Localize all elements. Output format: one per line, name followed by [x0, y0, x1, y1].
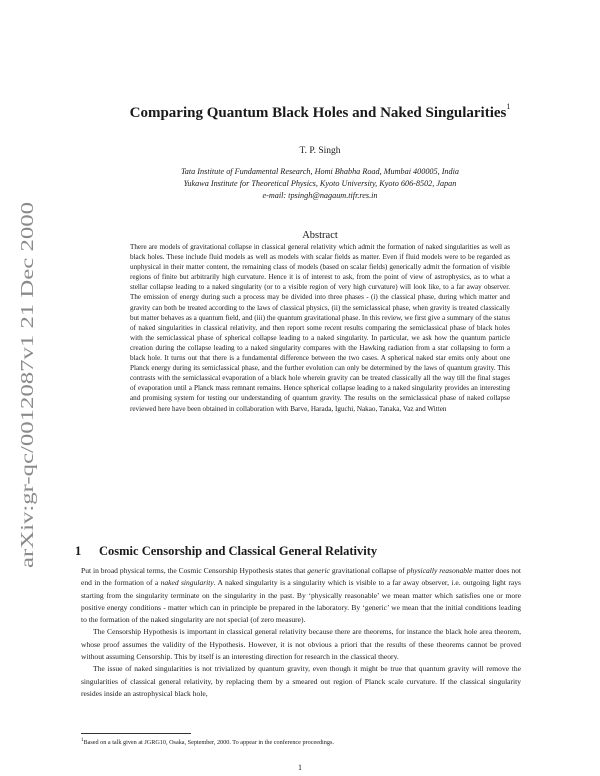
p1-text-d: . A naked singularity is a singularity which is visible to a far away observer, i.e. outgoing light rays starting from the singularity terminate on the singularity in the past. By ‘physically reasonable’ we mean matter which satisfies one or more positive energy conditions - matter which can in principle be prepared in the laboratory. By ‘generic’ we mean that the initial conditions leading to the formation of the naked singularity are not special (of zero measure).: [81, 578, 521, 625]
body-text: [81, 565, 521, 700]
page-number: 1: [298, 763, 302, 772]
section-title-text: Cosmic Censorship and Classical General Relativity: [99, 544, 378, 558]
paper-title-text: Comparing Quantum Black Holes and Naked Singularities: [129, 105, 507, 121]
abstract-heading: Abstract: [302, 230, 338, 241]
p1-text-b: gravitational collapse of: [329, 566, 407, 575]
footnote-rule: [81, 733, 191, 734]
p1-emphasis-physically-reasonable: physically reasonable: [406, 566, 473, 575]
footnote-mark: 1: [81, 738, 84, 743]
paragraph-3: The issue of naked singularities is not trivialized by quantum gravity, even though it might be true that quantum gravity will remove the singularities of classical general relativity, by replacing them by a smeared out region of Planck scale curvature. If the classical singularity resides inside an astrophysical black hole,: [81, 664, 521, 698]
section-heading: [75, 544, 377, 559]
paper-title: [60, 104, 580, 122]
p1-emphasis-generic: generic: [307, 566, 330, 575]
author-name: T. P. Singh: [299, 146, 341, 156]
arxiv-stamp-text: arXiv:gr-qc/0012087v1 21 Dec 2000: [17, 309, 37, 568]
author-email: e-mail: tpsingh@nagaum.tifr.res.in: [262, 191, 378, 200]
abstract-text: There are models of gravitational collapse in classical general relativity which admit the formation of naked singularities as well as black holes. These include fluid models as well as models with scalar fields as matter. Even if fluid models were to be regarded as unphysical in their matter content, the remaining class of models (based on scalar fields) generically admit the formation of visible regions of finite but arbitrarily high curvature. Hence it is of interest to ask, from the point of view of astrophysics, as to what a stellar collapse leading to a naked singularity (or to a visible region of very high curvature) will look like, to a far away observer. The emission of energy during such a process may be divided into three phases - (i) the classical phase, during which matter and gravity can both be treated according to the laws of classical physics, (ii) the semiclassical phase, when gravity is treated classically but matter behaves as a quantum field, and (iii) the quantum gravitational phase. In this review, we first give a summary of the status of naked singularities in classical relativity, and then report some recent results comparing the semiclassical phase of black holes with the semiclassical phase of spherical collapse leading to a naked singularity. In particular, we ask how the quantum particle creation during the collapse leading to a naked singularity compares with the Hawking radiation from a star collapsing to form a black hole. It turns out that there is a fundamental difference between the two cases. A spherical naked star emits only about one Planck energy during its semiclassical phase, and the further evolution can only be determined by the laws of quantum gravity. This contrasts with the semiclassical evaporation of a black hole wherein gravity can be treated classically all the way till the final stages of evaporation until a Planck mass remnant remains. Hence spherical collapse leading to a naked singularity provides an interesting and promising system for testing our understanding of quantum gravity. The results on the semiclassical phase of naked collapse reviewed here have been obtained in collaboration with Barve, Harada, Iguchi, Nakao, Tanaka, Vaz and Witten: [130, 243, 510, 413]
arxiv-stamp-svg: [5, 200, 45, 570]
title-footnote-mark: 1: [506, 102, 511, 111]
p1-emphasis-naked-singularity: naked singularity: [160, 578, 214, 588]
paragraph-2: The Censorship Hypothesis is important in classical general relativity because there are theorems, for instance the black hole area theorem, whose proof assumes the validity of the Hypothesis. However, it is not obvious a priori that the results of these theorems cannot be proved without assuming Censorship. This by itself is an interesting direction for research in the classical theory.: [81, 627, 521, 662]
p1-text-c: matter does not end in the formation of a: [81, 566, 521, 588]
arxiv-identifier-stamp: [5, 200, 45, 570]
affiliation-tifr: Tata Institute of Fundamental Research, Homi Bhabha Road, Mumbai 400005, India: [181, 167, 459, 176]
paragraph-1: [81, 565, 521, 626]
p1-text-a: Put in broad physical terms, the Cosmic Censorship Hypothesis states that: [81, 566, 308, 575]
footnote-text: Based on a talk given at JGRG10, Osaka, September, 2000. To appear in the conference proceedings.: [83, 739, 334, 747]
footnote: [81, 737, 521, 747]
affiliation-yukawa: Yukawa Institute for Theoretical Physics, Kyoto University, Kyoto 606-8502, Japan: [183, 179, 457, 188]
section-number: 1: [75, 544, 82, 558]
